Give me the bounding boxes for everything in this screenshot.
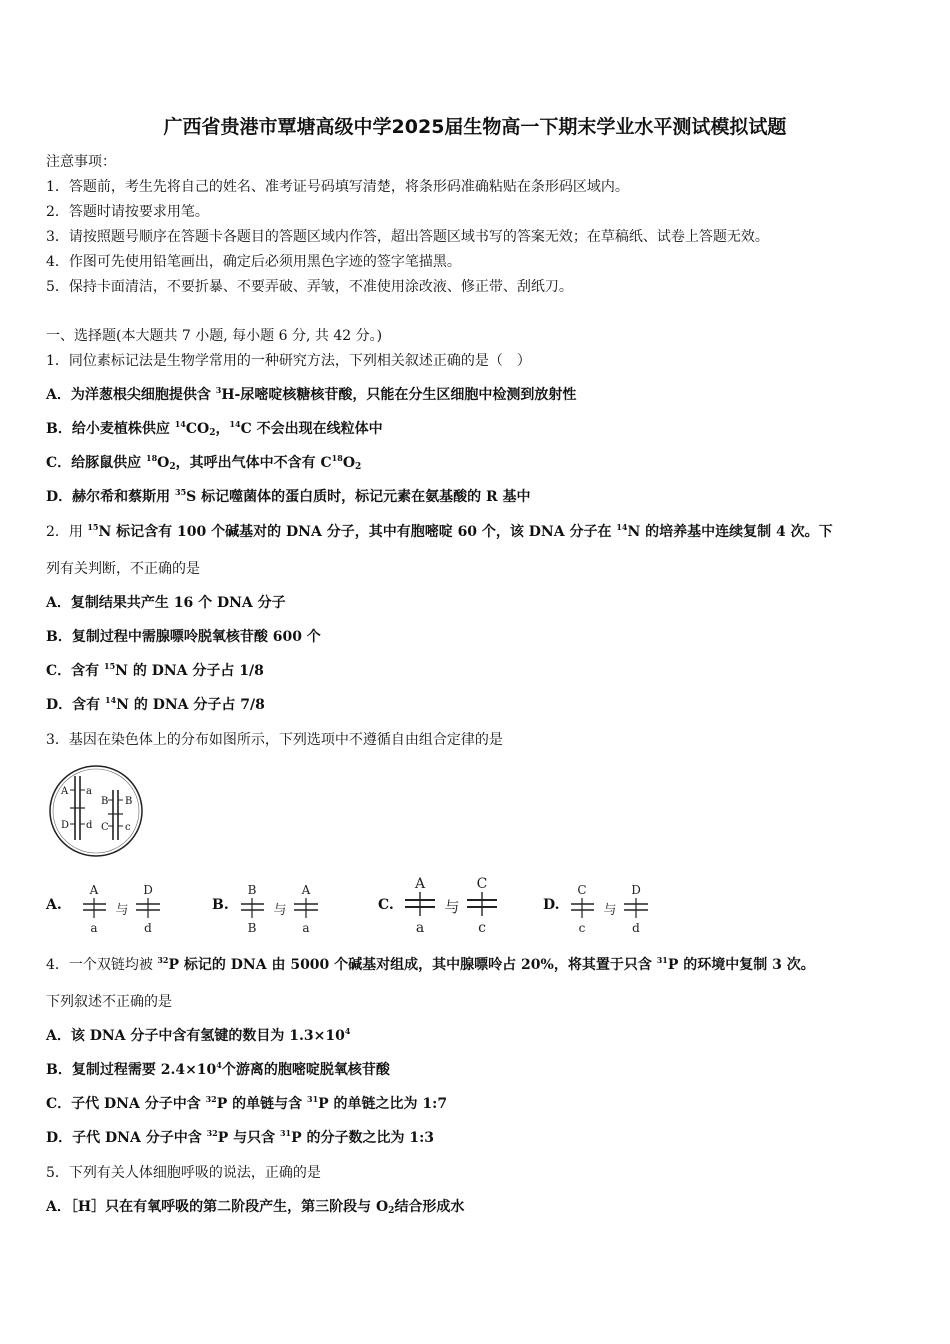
question-3-option-d-figure xyxy=(570,880,652,938)
notice-item: 2．答题时请按要求用笔。 xyxy=(46,204,209,220)
allele-bottom: B xyxy=(247,921,257,935)
question-2-option-d: D．含有 $^{14}$N 的 DNA 分子占 7/8 xyxy=(46,695,265,713)
allele-top: C xyxy=(476,876,488,892)
question-4-option-d: D．子代 DNA 分子中含 $^{32}$P 与只含 $^{31}$P 的分子数之比为 1:3 xyxy=(46,1128,435,1146)
gene-label: D xyxy=(61,820,70,831)
question-1-option-a: A．为洋葱根尖细胞提供含 $^3$H-尿嘧啶核糖核苷酸，只能在分生区细胞中检测到放射性 xyxy=(46,385,577,403)
question-3-option-d: D. xyxy=(543,897,560,913)
gene-label: A xyxy=(61,786,69,797)
allele-bottom: c xyxy=(578,921,586,935)
allele-bottom: c xyxy=(478,920,486,936)
with-label: 与 xyxy=(444,898,460,916)
allele-bottom: a xyxy=(90,921,98,935)
question-4-option-b: B．复制过程需要 $2.4\times 10^4$个游离的胞嘧啶脱氧核苷酸 xyxy=(46,1060,390,1078)
notice-item: 3．请按照题号顺序在答题卡各题目的答题区域内作答，超出答题区域书写的答案无效；在草稿纸、试卷上答题无效。 xyxy=(46,229,769,245)
gene-label: B xyxy=(125,796,133,807)
question-1-option-d: D．赫尔希和蔡斯用 $^{35}$S 标记噬菌体的蛋白质时，标记元素在氨基酸的 R 基中 xyxy=(46,487,531,505)
gene-label: c xyxy=(125,822,131,833)
allele-top: A xyxy=(414,876,426,892)
question-2-stem-line2: 列有关判断，不正确的是 xyxy=(46,561,200,577)
allele-top: D xyxy=(143,883,153,897)
question-4-stem-line2: 下列叙述不正确的是 xyxy=(46,994,172,1010)
question-3-option-a: A. xyxy=(46,897,62,913)
with-label: 与 xyxy=(115,903,129,918)
gene-label: d xyxy=(86,820,93,831)
gene-label: C xyxy=(101,822,109,833)
notice-heading: 注意事项： xyxy=(46,154,116,170)
question-3-stem: 3．基因在染色体上的分布如图所示，下列选项中不遵循自由组合定律的是 xyxy=(46,732,503,748)
question-2-stem: 2．用 $^{15}$N 标记含有 100 个碱基对的 DNA 分子，其中有胞嘧啶 60 个，该 DNA 分子在 $^{14}$N 的培养基中连续复制 4 次。下 xyxy=(46,522,833,540)
allele-bottom: a xyxy=(415,920,425,936)
question-1-stem: 1．同位素标记法是生物学常用的一种研究方法，下列相关叙述正确的是（ ） xyxy=(46,353,531,369)
question-3-option-b-figure xyxy=(240,880,322,938)
exam-title: 广西省贵港市覃塘高级中学2025届生物高一下期末学业水平测试模拟试题 xyxy=(163,116,787,138)
question-3-option-c-figure xyxy=(402,872,502,938)
notice-item: 4．作图可先使用铅笔画出，确定后必须用黑色字迹的签字笔描黑。 xyxy=(46,254,461,270)
question-3-option-b: B. xyxy=(212,897,229,913)
question-2-option-a: A．复制结果共产生 16 个 DNA 分子 xyxy=(46,595,286,611)
chromosome-cell-diagram xyxy=(48,764,144,858)
question-4-option-a: A．该 DNA 分子中含有氢键的数目为 $1.3\times 10^4$ xyxy=(46,1026,351,1044)
question-1-option-b: B．给小麦植株供应 $^{14}CO_2$，$^{14}$C 不会出现在线粒体中 xyxy=(46,419,383,438)
allele-top: A xyxy=(301,883,311,897)
allele-bottom: d xyxy=(144,921,152,935)
question-4-stem: 4．一个双链均被 $^{32}$P 标记的 DNA 由 5000 个碱基对组成，其中腺嘌呤占 20%，将其置于只含 $^{31}$P 的环境中复制 3 次。 xyxy=(46,955,815,973)
gene-label: B xyxy=(101,796,109,807)
question-3-option-a-figure xyxy=(82,880,164,938)
question-5-option-a: A．［H］只在有氧呼吸的第二阶段产生，第三阶段与 $O_2$结合形成水 xyxy=(46,1199,465,1216)
question-2-option-b: B．复制过程中需腺嘌呤脱氧核苷酸 600 个 xyxy=(46,629,321,645)
with-label: 与 xyxy=(273,903,287,918)
question-4-option-c: C．子代 DNA 分子中含 $^{32}$P 的单链与含 $^{31}$P 的单链之比为 1:7 xyxy=(46,1094,448,1112)
allele-top: B xyxy=(247,883,257,897)
allele-top: C xyxy=(577,883,587,897)
question-2-option-c: C．含有 $^{15}$N 的 DNA 分子占 1/8 xyxy=(46,661,264,679)
question-3-option-c: C. xyxy=(378,897,394,913)
gene-label: a xyxy=(86,786,92,797)
question-1-option-c: C．给豚鼠供应 $^{18}O_2$，其呼出气体中不含有 $C^{18}O_2$ xyxy=(46,453,362,472)
allele-bottom: a xyxy=(302,921,310,935)
question-5-stem: 5．下列有关人体细胞呼吸的说法，正确的是 xyxy=(46,1165,321,1181)
allele-top: A xyxy=(89,883,99,897)
section-heading: 一、选择题(本大题共 7 小题, 每小题 6 分, 共 42 分。) xyxy=(46,328,383,344)
with-label: 与 xyxy=(603,903,617,918)
notice-item: 1．答题前，考生先将自己的姓名、准考证号码填写清楚，将条形码准确粘贴在条形码区域内。 xyxy=(46,179,629,195)
notice-item: 5．保持卡面清洁，不要折暴、不要弄破、弄皱，不准使用涂改液、修正带、刮纸刀。 xyxy=(46,279,573,295)
allele-top: D xyxy=(631,883,641,897)
allele-bottom: d xyxy=(632,921,640,935)
